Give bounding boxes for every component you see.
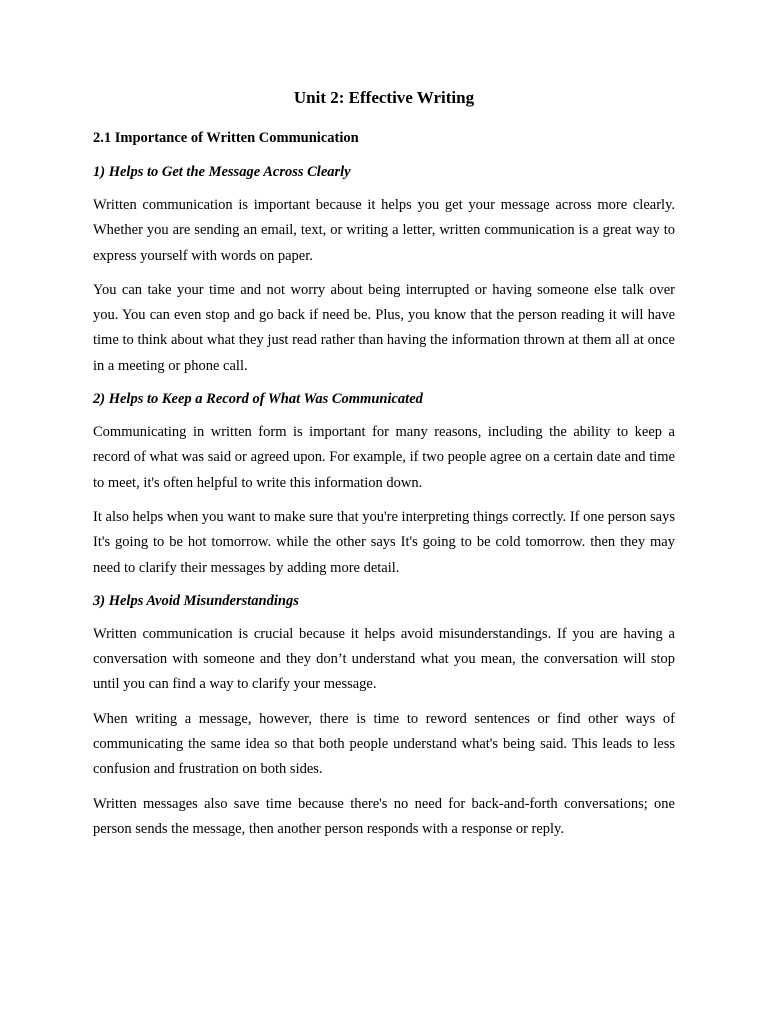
paragraph: Written communication is important because it helps you get your message across more clearly. Whether you are sending an email, text, or writing a letter, written communication is a great way to express yourself with words on paper.: [93, 197, 675, 264]
subsection-heading: 2) Helps to Keep a Record of What Was Communicated: [93, 391, 423, 408]
paragraph: You can take your time and not worry about being interrupted or having someone else talk over you. You can even stop and go back if need be. Plus, you know that the person reading it will have time to think about what they just read rather than having the information thrown at them all at once in a meeting or phone call.: [93, 281, 675, 374]
paragraph: Written communication is crucial because it helps avoid misunderstandings. If you are having a conversation with someone and they don’t understand what you mean, the conversation will stop until you can find a way to clarify your message.: [93, 625, 675, 693]
paragraph: It also helps when you want to make sure that you're interpreting things correctly. If one person says It's going to be hot tomorrow. while the other says It's going to be cold tomorrow. then they may need to clarify their messages by adding more detail.: [93, 508, 675, 576]
subsection-heading: 1) Helps to Get the Message Across Clearly: [93, 164, 351, 180]
subsection-1: [93, 161, 675, 379]
subsection-heading: 3) Helps Avoid Misunderstandings: [93, 592, 299, 609]
paragraph: Written messages also save time because there's no need for back-and-forth conversations; one person sends the message, then another person responds with a response or reply.: [93, 795, 675, 837]
section-heading: 2.1 Importance of Written Communication: [93, 130, 359, 146]
subsection-3: [93, 590, 675, 842]
paragraph: When writing a message, however, there is time to reword sentences or find other ways of communicating the same idea so that both people understand what's being said. This leads to less confusion and frustration on both sides.: [93, 710, 675, 778]
paragraph: Communicating in written form is important for many reasons, including the ability to keep a record of what was said or agreed upon. For example, if two people agree on a certain date and time to meet, it's often helpful to write this information down.: [93, 424, 675, 491]
page-title: Unit 2: Effective Writing: [293, 88, 475, 107]
document-page: [93, 86, 675, 851]
subsection-2: [93, 388, 675, 581]
